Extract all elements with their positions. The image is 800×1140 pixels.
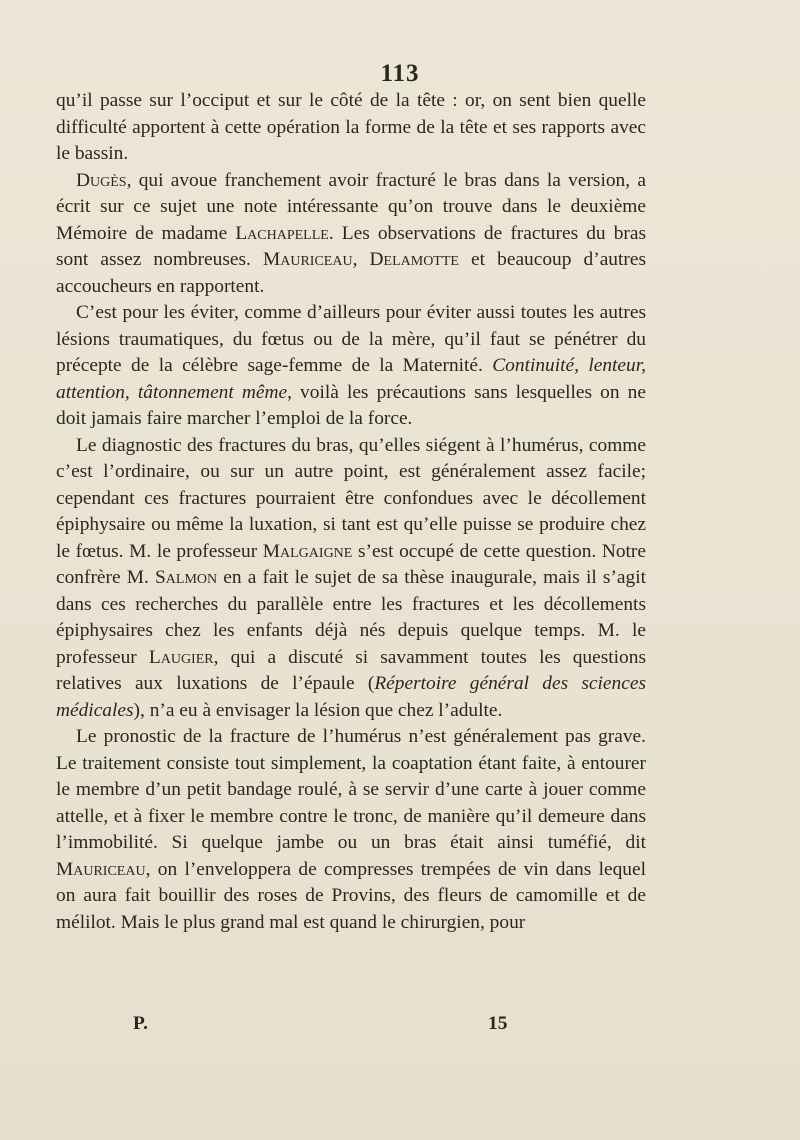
body-text <box>56 88 646 936</box>
text-run: en a fait le sujet de sa thèse inaugurale, mais il s’agit dans ces recherches du parallèle entre les fractures et les décollements épiphysaires chez les enfants déjà nés depuis quelque temps. M. le professeur <box>56 567 646 668</box>
paragraph-5 <box>56 724 646 936</box>
paragraph-3 <box>56 300 646 433</box>
text-run: , voilà les précautions sans lesquelles on ne doit jamais faire marcher l’emploi de la force. <box>56 381 646 429</box>
paragraph-2 <box>56 168 646 301</box>
text-run: C’est pour les éviter, comme d’ailleurs pour éviter aussi toutes les autres lésions traumatiques, du fœtus ou de la mère, qu’il faut se pénétrer du précepte de la célèbre sage-femme de la Maternité. <box>56 302 646 376</box>
italic-text: Répertoire général des sciences médicales <box>56 673 646 721</box>
text-run: qu’il passe sur l’occiput et sur le côté de la tête : or, on sent bien quelle difficulté apportent à cette opération la forme de la tête et ses rapports avec le bassin. <box>56 90 646 164</box>
text-run: et beaucoup d’autres accoucheurs en rapportent. <box>56 249 646 297</box>
page-number: 113 <box>380 60 420 87</box>
paragraph-4 <box>56 433 646 725</box>
text-run: , qui avoue franchement avoir fracturé le bras dans la version, a écrit sur ce sujet une note intéressante qu’on trouve dans le deuxième Mémoire de madame <box>56 169 646 244</box>
author-name: Malgaigne <box>262 540 353 562</box>
author-name: Mauriceau <box>56 858 146 880</box>
signature-mark: P. <box>133 1013 148 1034</box>
text-run: ), n’a eu à envisager la lésion que chez l’adulte. <box>133 699 503 721</box>
italic-text: Continuité, lenteur, attention, tâtonnement même <box>56 355 646 403</box>
paragraph-1 <box>56 88 646 168</box>
author-name: Mauriceau <box>263 249 353 270</box>
text-run: Le pronostic de la fracture de l’humérus n’est généralement pas grave. Le traitement consiste tout simplement, la coaptation étant faite, à entourer le membre d’un petit bandage roulé, à se servir d’une carte à jouer comme attelle, et à fixer le membre contre le tronc, de manière qu’il demeure dans l’immobilité. Si quelque jambe ou un bras était ainsi tuméfié, dit <box>56 726 646 853</box>
text-run: , on l’enveloppera de compresses trempées de vin dans lequel on aura fait bouillir des roses de Provins, des fleurs de camomille et de mélilot. Mais le plus grand mal est quand le chirurgien, pour <box>56 858 646 933</box>
text-run: , <box>352 249 370 270</box>
author-name: Lachapelle <box>235 222 329 244</box>
sheet-number: 15 <box>488 1013 508 1034</box>
author-name: Laugier <box>148 646 214 668</box>
text-run: s’est occupé de cette question. Notre confrère M. <box>56 540 646 588</box>
author-name: Delamotte <box>369 249 459 270</box>
author-name: Dugès <box>76 169 127 191</box>
text-run: Le diagnostic des fractures du bras, qu’elles siégent à l’humérus, comme c’est l’ordinaire, ou sur un autre point, est généralement assez facile; cependant ces fractures pourraient être confondues avec le décollement épiphysaire ou même la luxation, si tant est qu’elle puisse se produire chez le fœtus. M. le professeur <box>56 434 646 562</box>
text-run: . Les observations de fractures du bras sont assez nombreuses. <box>56 222 646 270</box>
author-name: Salmon <box>155 567 218 588</box>
text-run: , qui a discuté si savamment toutes les questions relatives aux luxations de l’épaule ( <box>56 646 646 694</box>
